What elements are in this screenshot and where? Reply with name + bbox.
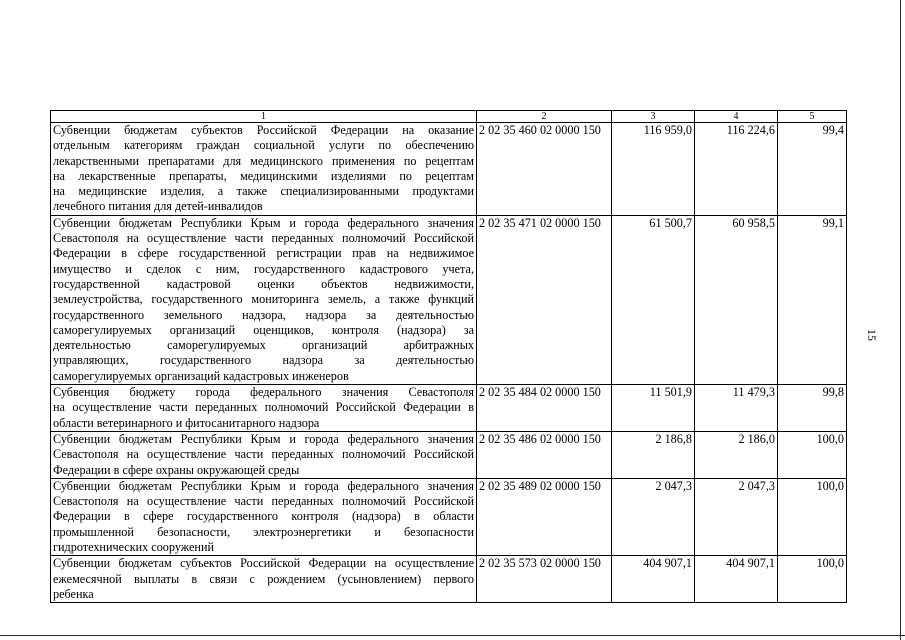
budget-subventions-table xyxy=(50,110,847,603)
description-line: на лекарственные препараты, медицинскими изделиями по рецептам xyxy=(53,168,474,183)
description-line: отдельным категориям граждан социальной услуги по обеспечению xyxy=(53,138,474,153)
description-line: управляющих, государственного надзора за деятельностью xyxy=(53,353,474,368)
description-line: Субвенции бюджетам Республики Крым и города федерального значения xyxy=(53,215,474,230)
description-line: области ветеринарного и фитосанитарного надзора xyxy=(53,415,320,430)
row-col3-value: 116 959,0 xyxy=(612,123,695,216)
description-line: Федерации в сфере охраны окружающей среды xyxy=(53,462,300,477)
row-col5-value: 99,4 xyxy=(778,123,847,216)
description-line: Севастополя на осуществление части переданных полномочий Российской xyxy=(53,231,474,246)
description-line: Субвенции бюджетам субъектов Российской Федерации на оказание xyxy=(53,123,474,137)
row-col3-value: 2 186,8 xyxy=(612,431,695,478)
header-col-5: 5 xyxy=(778,111,847,123)
row-col5-value: 99,1 xyxy=(778,215,847,384)
row-budget-code: 2 02 35 489 02 0000 150 xyxy=(477,478,612,555)
header-col-4: 4 xyxy=(695,111,778,123)
row-col3-value: 404 907,1 xyxy=(612,556,695,603)
row-description xyxy=(51,556,477,603)
row-col3-value: 11 501,9 xyxy=(612,385,695,432)
description-line: Субвенции бюджетам Республики Крым и города федерального значения xyxy=(53,431,474,446)
row-col4-value: 60 958,5 xyxy=(695,215,778,384)
page-number: 15 xyxy=(865,329,879,341)
description-line: государственной кадастровой оценки объектов недвижимости, xyxy=(53,276,474,291)
page-edge-bottom xyxy=(0,635,905,636)
page-edge-right xyxy=(900,0,901,640)
row-budget-code: 2 02 35 486 02 0000 150 xyxy=(477,431,612,478)
row-budget-code: 2 02 35 573 02 0000 150 xyxy=(477,556,612,603)
row-col5-value: 100,0 xyxy=(778,478,847,555)
description-line: государственного земельного надзора, надзора за деятельностью xyxy=(53,307,474,322)
table-row xyxy=(51,123,847,216)
description-line: Субвенции бюджетам субъектов Российской Федерации на осуществление xyxy=(53,556,474,571)
description-line: Федерации в сфере государственного контроля (надзора) в области xyxy=(53,509,474,524)
header-col-2: 2 xyxy=(477,111,612,123)
description-line: саморегулируемых организаций кадастровых инженеров xyxy=(53,368,349,383)
description-line: ежемесячной выплаты в связи с рождением (усыновлением) первого xyxy=(53,571,474,586)
table-body xyxy=(51,123,847,603)
table-row xyxy=(51,478,847,555)
description-line: гидротехнических сооружений xyxy=(53,540,214,555)
row-col5-value: 100,0 xyxy=(778,431,847,478)
description-line: Севастополя на осуществление части переданных полномочий Российской xyxy=(53,494,474,509)
row-col3-value: 2 047,3 xyxy=(612,478,695,555)
description-line: ребенка xyxy=(53,586,94,601)
row-description xyxy=(51,123,477,216)
row-col4-value: 11 479,3 xyxy=(695,385,778,432)
description-line: на медицинские изделия, а также специализированными продуктами xyxy=(53,184,474,199)
description-line: имущество и сделок с ним, государственного кадастрового учета, xyxy=(53,261,474,276)
description-line: Федерации в сфере государственной регистрации прав на недвижимое xyxy=(53,246,474,261)
description-line: деятельностью саморегулируемых организаций арбитражных xyxy=(53,338,474,353)
row-col4-value: 2 186,0 xyxy=(695,431,778,478)
description-line: Субвенция бюджету города федерального значения Севастополя xyxy=(53,385,474,400)
description-line: саморегулируемых организаций оценщиков, контроля (надзора) за xyxy=(53,322,474,337)
header-col-3: 3 xyxy=(612,111,695,123)
row-description xyxy=(51,215,477,384)
row-description xyxy=(51,431,477,478)
description-line: лечебного питания для детей-инвалидов xyxy=(53,199,263,214)
row-budget-code: 2 02 35 471 02 0000 150 xyxy=(477,215,612,384)
row-budget-code: 2 02 35 460 02 0000 150 xyxy=(477,123,612,216)
row-col4-value: 404 907,1 xyxy=(695,556,778,603)
table-row xyxy=(51,215,847,384)
table-row xyxy=(51,431,847,478)
row-col5-value: 100,0 xyxy=(778,556,847,603)
row-description xyxy=(51,478,477,555)
row-col5-value: 99,8 xyxy=(778,385,847,432)
table-row xyxy=(51,385,847,432)
row-budget-code: 2 02 35 484 02 0000 150 xyxy=(477,385,612,432)
row-col3-value: 61 500,7 xyxy=(612,215,695,384)
row-description xyxy=(51,385,477,432)
table-row xyxy=(51,556,847,603)
description-line: лекарственными препаратами для медицинского применения по рецептам xyxy=(53,153,474,168)
header-col-1: 1 xyxy=(51,111,477,123)
description-line: на осуществление части переданных полномочий Российской Федерации в xyxy=(53,400,474,415)
row-col4-value: 116 224,6 xyxy=(695,123,778,216)
row-col4-value: 2 047,3 xyxy=(695,478,778,555)
table-header-row xyxy=(51,111,847,123)
description-line: Севастополя на осуществление части переданных полномочий Российской xyxy=(53,447,474,462)
description-line: промышленной безопасности, электроэнергетики и безопасности xyxy=(53,524,474,539)
description-line: землеустройства, государственного мониторинга земель, а также функций xyxy=(53,292,474,307)
description-line: Субвенции бюджетам Республики Крым и города федерального значения xyxy=(53,478,474,493)
